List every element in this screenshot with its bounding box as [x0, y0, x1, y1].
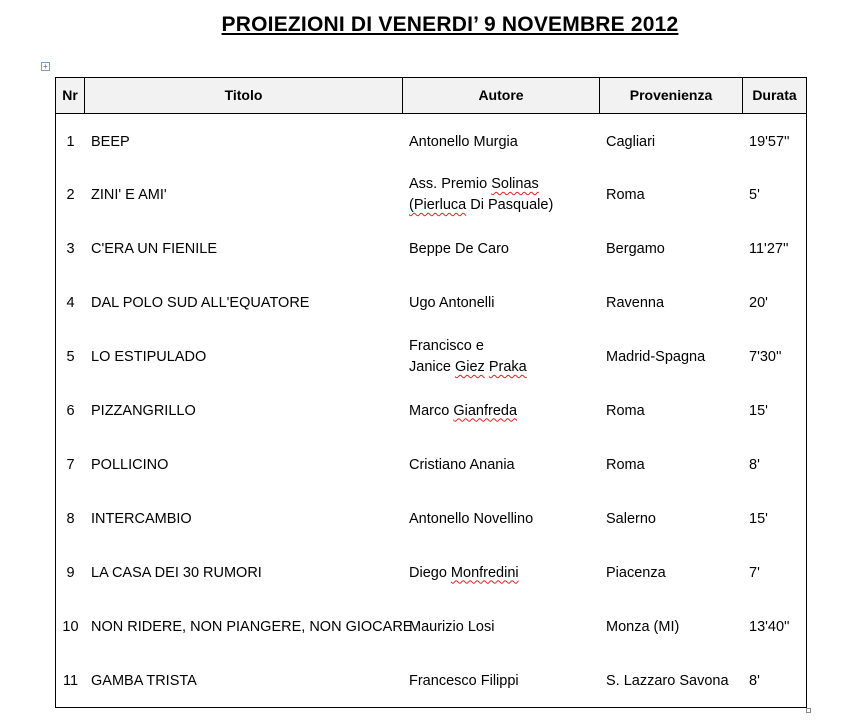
autore-line: Francesco Filippi: [409, 672, 519, 689]
cell-titolo: INTERCAMBIO: [91, 511, 192, 527]
cell-provenienza: S. Lazzaro Savona: [606, 673, 729, 689]
cell-titolo: C'ERA UN FIENILE: [91, 241, 218, 257]
cell-provenienza: Roma: [606, 403, 645, 419]
cell-nr: 8: [66, 511, 75, 527]
table-header-row: [56, 78, 806, 114]
cell-autore: [403, 546, 600, 600]
cell-titolo: PIZZANGRILLO: [91, 403, 196, 419]
cell-durata: 5': [749, 187, 760, 203]
table-row: [56, 492, 806, 546]
autore-line: Beppe De Caro: [409, 240, 509, 257]
table-row: [56, 115, 806, 169]
cell-provenienza: Roma: [606, 457, 645, 473]
cell-provenienza: Salerno: [606, 511, 656, 527]
cell-provenienza: Ravenna: [606, 295, 665, 311]
cell-autore: [403, 438, 600, 492]
header-titolo: Titolo: [85, 78, 403, 113]
cell-provenienza: Madrid-Spagna: [606, 349, 706, 365]
cell-autore: [403, 115, 600, 169]
table-row: [56, 276, 806, 330]
cell-autore: [403, 168, 600, 222]
cell-titolo: BEEP: [91, 134, 130, 150]
header-provenienza: Provenienza: [600, 78, 743, 113]
cell-durata: 8': [749, 457, 760, 473]
cell-durata: 20': [749, 295, 768, 311]
cell-nr: 2: [66, 187, 75, 203]
cell-nr: 11: [62, 673, 79, 689]
cell-autore: [403, 654, 600, 708]
cell-autore: [403, 330, 600, 384]
table-row: [56, 330, 806, 384]
cell-titolo: LO ESTIPULADO: [91, 349, 207, 365]
autore-line: (Pierluca Di Pasquale): [409, 197, 554, 213]
cell-titolo: DAL POLO SUD ALL'EQUATORE: [91, 295, 310, 311]
cell-nr: 5: [66, 349, 75, 365]
table-row: [56, 168, 806, 222]
autore-line: Ugo Antonelli: [409, 294, 495, 311]
cell-nr: 3: [66, 241, 75, 257]
cell-nr: 1: [66, 134, 75, 150]
table-resize-icon[interactable]: [806, 708, 811, 713]
table-move-icon[interactable]: +: [41, 62, 50, 71]
table-row: [56, 222, 806, 276]
header-durata: Durata: [752, 87, 797, 103]
cell-autore: [403, 222, 600, 276]
cell-titolo: NON RIDERE, NON PIANGERE, NON GIOCARE: [91, 619, 413, 635]
autore-line: Ass. Premio Solinas: [409, 176, 539, 192]
autore-line: Marco Gianfreda: [409, 402, 518, 419]
cell-durata: 15': [749, 511, 768, 527]
cell-titolo: POLLICINO: [91, 457, 169, 473]
autore-line: Maurizio Losi: [409, 618, 495, 635]
cell-nr: 4: [66, 295, 75, 311]
cell-durata: 11'27'': [749, 241, 789, 257]
autore-line: Francisco e: [409, 338, 484, 354]
screenings-table: [55, 77, 807, 708]
table-row: [56, 384, 806, 438]
cell-durata: 7': [749, 565, 760, 581]
cell-provenienza: Monza (MI): [606, 619, 680, 635]
table-row: [56, 654, 806, 708]
autore-line: Antonello Murgia: [409, 133, 518, 150]
cell-durata: 13'40'': [749, 619, 790, 635]
cell-provenienza: Cagliari: [606, 134, 656, 150]
cell-titolo: GAMBA TRISTA: [91, 673, 197, 689]
autore-line: Cristiano Anania: [409, 456, 515, 473]
cell-autore: [403, 276, 600, 330]
cell-nr: 9: [66, 565, 75, 581]
table-row: [56, 546, 806, 600]
header-autore: Autore: [403, 78, 600, 113]
cell-autore: [403, 492, 600, 546]
cell-nr: 10: [62, 619, 79, 635]
cell-nr: 6: [66, 403, 75, 419]
cell-provenienza: Piacenza: [606, 565, 666, 581]
document-title: PROIEZIONI DI VENERDI’ 9 NOVEMBRE 2012: [221, 13, 679, 36]
cell-titolo: LA CASA DEI 30 RUMORI: [91, 565, 262, 581]
cell-nr: 7: [66, 457, 75, 473]
cell-durata: 19'57'': [749, 134, 790, 150]
autore-line: Janice Giez Praka: [409, 359, 527, 375]
autore-line: Diego Monfredini: [409, 564, 519, 581]
cell-provenienza: Roma: [606, 187, 645, 203]
cell-durata: 7'30'': [749, 349, 782, 365]
cell-autore: [403, 600, 600, 654]
cell-titolo: ZINI' E AMI': [91, 187, 167, 203]
cell-durata: 15': [749, 403, 768, 419]
autore-line: Antonello Novellino: [409, 510, 534, 527]
cell-autore: [403, 384, 600, 438]
table-row: [56, 438, 806, 492]
cell-provenienza: Bergamo: [606, 241, 665, 257]
header-nr: Nr: [56, 78, 85, 113]
table-row: [56, 600, 806, 654]
cell-durata: 8': [749, 673, 760, 689]
